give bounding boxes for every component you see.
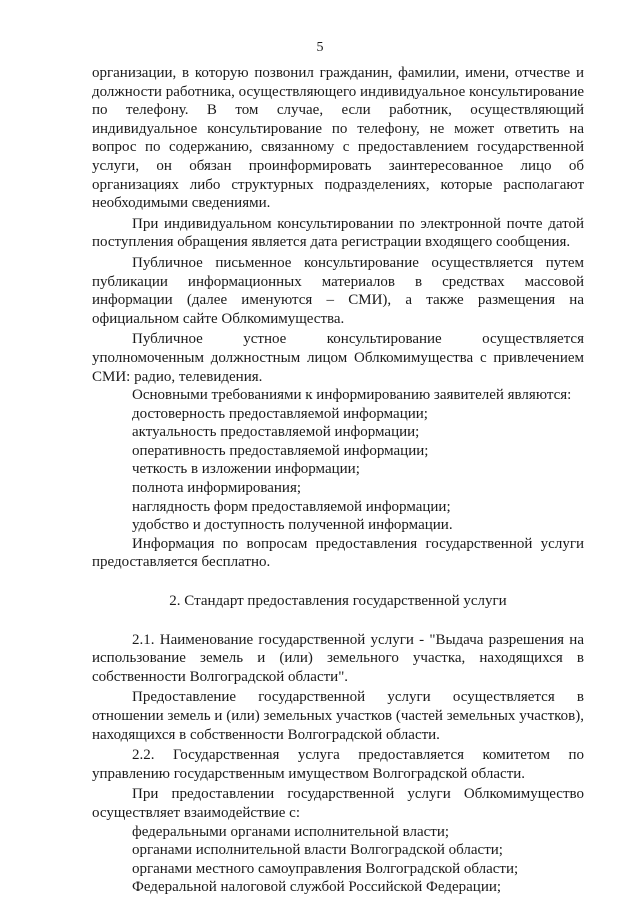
paragraph-service-provider: 2.2. Государственная услуга предоставляется комитетом по управлению государственным имуществом Волгоградской области. (92, 747, 584, 782)
paragraph-continuation: организации, в которую позвонил гражданин, фамилии, имени, отчестве и должности работника, осуществляющего индивидуальное консультирование по телефону. В том случае, если работник, осуществляющий индивидуальное консультирование по телефону, не может ответить на вопрос по содержанию, связанному с предоставлением государственной услуги, он обязан проинформировать заинтересованное лицо об организациях либо структурных подразделениях, которые располагают необходимыми сведениями. (92, 65, 584, 212)
interaction-item: органами исполнительной власти Волгоградской области; (132, 842, 503, 859)
interaction-item: органами местного самоуправления Волгоградской области; (132, 860, 519, 877)
paragraph-service-scope: Предоставление государственной услуги осуществляется в отношении земель и (или) земельных участков (частей земельных участков), находящихся в собственности Волгоградской области. (92, 689, 584, 743)
paragraph-requirements-intro: Основными требованиями к информированию заявителей являются: (132, 387, 572, 404)
paragraph-public-written: Публичное письменное консультирование осуществляется путем публикации информационных материалов в средствах массовой информации (далее именуются – СМИ), а также размещения на официальном сайте Облкомимущества. (92, 254, 584, 327)
section-heading: 2. Стандарт предоставления государственной услуги (169, 593, 507, 610)
paragraph-free-info: Информация по вопросам предоставления государственной услуги предоставляется бесплатно. (92, 535, 584, 571)
document-body (92, 64, 584, 897)
requirement-item: удобство и доступность полученной информации. (132, 517, 453, 534)
requirement-item: полнота информирования; (132, 480, 302, 497)
requirement-item: достоверность предоставляемой информации; (132, 405, 428, 422)
requirement-item: четкость в изложении информации; (132, 461, 360, 478)
page-number: 5 (316, 40, 324, 55)
interaction-item: федеральными органами исполнительной власти; (132, 823, 450, 840)
interaction-item: Федеральной налоговой службой Российской Федерации; (132, 879, 502, 896)
requirement-item: оперативность предоставляемой информации; (132, 442, 429, 459)
paragraph-service-name: 2.1. Наименование государственной услуги - "Выдача разрешения на использование земель и (или) земельного участка, находящихся в собственности Волгоградской области". (92, 631, 584, 685)
paragraph-email-consult: При индивидуальном консультировании по электронной почте датой поступления обращения является дата регистрации входящего сообщения. (92, 215, 584, 251)
paragraph-interaction-intro: При предоставлении государственной услуги Облкомимущество осуществляет взаимодействие с: (92, 786, 584, 821)
requirement-item: наглядность форм предоставляемой информации; (132, 498, 451, 515)
requirement-item: актуальность предоставляемой информации; (132, 424, 420, 441)
paragraph-public-oral: Публичное устное консультирование осуществляется уполномоченным должностным лицом Облкомимущества с привлечением СМИ: радио, телевидения. (92, 331, 584, 385)
